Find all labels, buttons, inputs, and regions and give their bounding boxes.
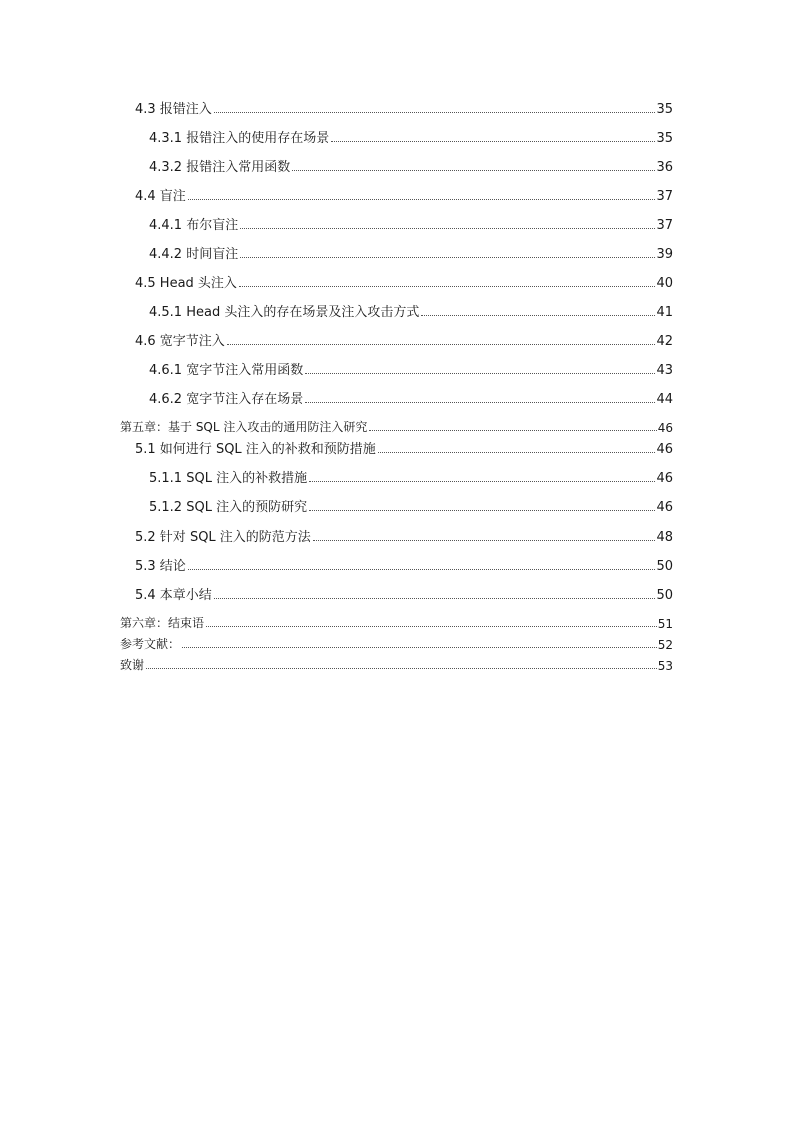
toc-entry-title: 4.5.1 Head 头注入的存在场景及注入攻击方式 <box>149 305 420 320</box>
toc-leader-dots <box>240 257 655 258</box>
toc-entry-title: 4.5 Head 头注入 <box>135 276 237 291</box>
toc-leader-dots <box>378 452 656 453</box>
toc-entry-page: 35 <box>656 102 673 117</box>
toc-entry[interactable] <box>135 271 673 291</box>
toc-entry[interactable] <box>149 126 673 146</box>
toc-leader-dots <box>182 647 657 648</box>
toc-leader-dots <box>305 373 655 374</box>
toc-entry-title: 4.3 报错注入 <box>135 102 212 117</box>
toc-entry-page: 52 <box>657 638 673 652</box>
toc-entry-title: 4.4.2 时间盲注 <box>149 247 239 262</box>
toc-entry[interactable] <box>149 387 673 407</box>
toc-entry-page: 41 <box>656 305 673 320</box>
toc-entry-title: 5.1.2 SQL 注入的预防研究 <box>149 500 308 515</box>
toc-entry[interactable] <box>135 184 673 204</box>
toc-entry-title: 致谢 <box>120 658 145 672</box>
toc-entry-title: 4.6 宽字节注入 <box>135 334 225 349</box>
toc-entry-title: 5.4 本章小结 <box>135 588 212 603</box>
toc-leader-dots <box>227 344 656 345</box>
toc-entry-page: 36 <box>656 160 673 175</box>
toc-entry-title: 4.3.2 报错注入常用函数 <box>149 160 291 175</box>
toc-entry[interactable] <box>135 583 673 603</box>
toc-leader-dots <box>421 315 655 316</box>
toc-entry[interactable] <box>135 437 673 457</box>
toc-leader-dots <box>239 286 656 287</box>
toc-entry-page: 46 <box>656 471 673 486</box>
toc-entry-page: 51 <box>657 617 673 631</box>
toc-leader-dots <box>313 540 656 541</box>
toc-entry-page: 48 <box>656 530 673 545</box>
toc-entry-page: 43 <box>656 363 673 378</box>
toc-entry-page: 46 <box>657 421 673 435</box>
toc-entry-title: 5.2 针对 SQL 注入的防范方法 <box>135 530 311 545</box>
toc-entry[interactable] <box>149 466 673 486</box>
toc-entry-title: 参考文献： <box>120 637 181 651</box>
toc-leader-dots <box>146 668 657 669</box>
toc-entry-page: 46 <box>656 442 673 457</box>
toc-entry-title: 4.4 盲注 <box>135 189 186 204</box>
toc-entry[interactable] <box>149 213 673 233</box>
toc-leader-dots <box>214 598 656 599</box>
toc-entry-title: 4.4.1 布尔盲注 <box>149 218 239 233</box>
toc-entry-title: 4.6.2 宽字节注入存在场景 <box>149 392 304 407</box>
toc-entry-page: 37 <box>656 218 673 233</box>
toc-leader-dots <box>188 199 656 200</box>
toc-entry-title: 5.1 如何进行 SQL 注入的补救和预防措施 <box>135 442 376 457</box>
toc-entry-title: 5.3 结论 <box>135 559 186 574</box>
toc-entry[interactable] <box>120 653 673 673</box>
toc-entry[interactable] <box>135 329 673 349</box>
toc-entry[interactable] <box>149 495 673 515</box>
toc-leader-dots <box>309 481 655 482</box>
toc-entry-title: 5.1.1 SQL 注入的补救措施 <box>149 471 308 486</box>
toc-entry-page: 50 <box>656 588 673 603</box>
toc-entry-page: 40 <box>656 276 673 291</box>
toc-entry-page: 42 <box>656 334 673 349</box>
toc-entry-page: 50 <box>656 559 673 574</box>
toc-entry[interactable] <box>149 155 673 175</box>
toc-leader-dots <box>331 141 655 142</box>
toc-entry-page: 44 <box>656 392 673 407</box>
toc-entry[interactable] <box>120 632 673 652</box>
toc-entry-title: 4.3.1 报错注入的使用存在场景 <box>149 131 330 146</box>
toc-leader-dots <box>369 430 656 431</box>
toc-entry[interactable] <box>135 97 673 117</box>
toc-entry[interactable] <box>120 415 673 435</box>
toc-leader-dots <box>206 626 657 627</box>
toc-entry[interactable] <box>135 554 673 574</box>
toc-leader-dots <box>188 569 656 570</box>
toc-entry[interactable] <box>149 358 673 378</box>
toc-entry-page: 37 <box>656 189 673 204</box>
toc-entry-page: 46 <box>656 500 673 515</box>
toc-entry-title: 第六章：结束语 <box>120 616 205 630</box>
toc-entry[interactable] <box>149 300 673 320</box>
toc-leader-dots <box>309 510 655 511</box>
toc-leader-dots <box>305 402 655 403</box>
toc-entry-page: 35 <box>656 131 673 146</box>
toc-entry-page: 39 <box>656 247 673 262</box>
toc-entry[interactable] <box>135 525 673 545</box>
toc-entry-title: 4.6.1 宽字节注入常用函数 <box>149 363 304 378</box>
toc-entry[interactable] <box>149 242 673 262</box>
toc-leader-dots <box>214 112 656 113</box>
toc-entry[interactable] <box>120 611 673 631</box>
toc-leader-dots <box>292 170 655 171</box>
toc-entry-title: 第五章：基于 SQL 注入攻击的通用防注入研究 <box>120 420 368 434</box>
toc-entry-page: 53 <box>657 659 673 673</box>
toc-leader-dots <box>240 228 655 229</box>
